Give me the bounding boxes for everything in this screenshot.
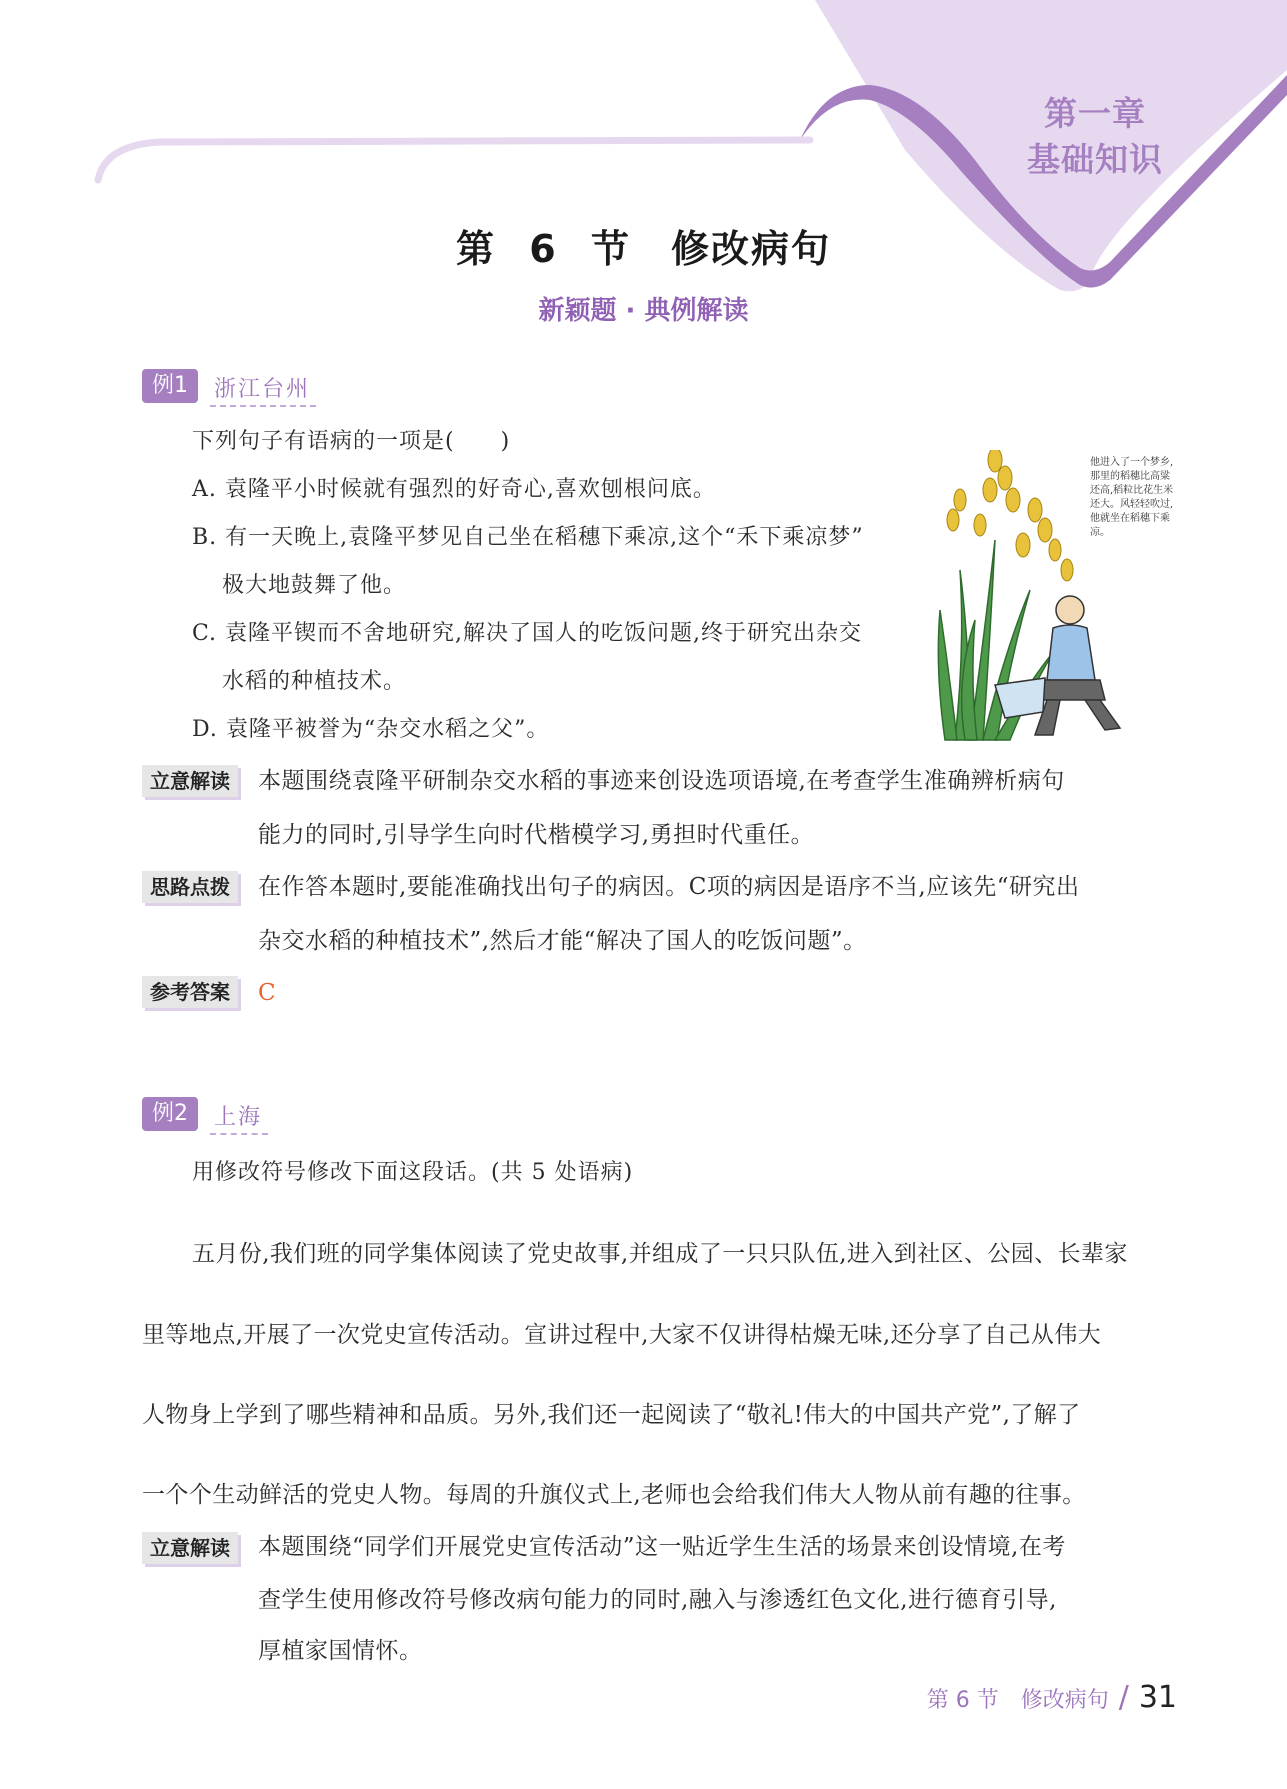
example1-answer-value: C bbox=[258, 980, 276, 1006]
example1-option-d: D. 袁隆平被誉为“杂交水稻之父”。 bbox=[192, 717, 550, 742]
footer-divider: / bbox=[1118, 1680, 1129, 1715]
illustration-caption: 他进入了一个梦乡,那里的稻穗比高粱还高,稻粒比花生米还大。风轻轻吹过,他就坐在稻穗下乘凉。 bbox=[1090, 457, 1174, 538]
example2-instruction: 用修改符号修改下面这段话。(共 5 处语病) bbox=[192, 1160, 634, 1185]
example1-hint-line1: 在作答本题时,要能准确找出句子的病因。C项的病因是语序不当,应该先“研究出 bbox=[258, 874, 1080, 900]
example2-intent-label: 立意解读 bbox=[142, 1532, 238, 1564]
page-number: 31 bbox=[1138, 1680, 1177, 1715]
example2-passage-line4: 一个个生动鲜活的党史人物。每周的升旗仪式上,老师也会给我们伟大人物从前有趣的往事。 bbox=[142, 1482, 1086, 1508]
example1-intent-line1: 本题围绕袁隆平研制杂交水稻的事迹来创设选项语境,在考查学生准确辨析病句 bbox=[258, 768, 1065, 794]
example2-passage-line3: 人物身上学到了哪些精神和品质。另外,我们还一起阅读了“敬礼!伟大的中国共产党”,了解了 bbox=[142, 1402, 1081, 1428]
chapter-label-line1: 第一章 bbox=[1044, 94, 1146, 133]
example1-badge: 例1 bbox=[142, 369, 198, 403]
example1-intent-line2: 能力的同时,引导学生向时代楷模学习,勇担时代重任。 bbox=[258, 822, 815, 848]
footer-section: 第 6 节 修改病句 bbox=[926, 1688, 1109, 1713]
example2-badge: 例2 bbox=[142, 1097, 198, 1131]
section-title: 第 6 节 修改病句 bbox=[456, 227, 831, 271]
example1-option-b-line1: B. 有一天晚上,袁隆平梦见自己坐在稻穗下乘凉,这个“禾下乘凉梦” bbox=[192, 525, 864, 550]
example2-passage-line2: 里等地点,开展了一次党史宣传活动。宣讲过程中,大家不仅讲得枯燥无味,还分享了自己从伟大 bbox=[142, 1322, 1102, 1348]
example1-option-c-line2: 水稻的种植技术。 bbox=[222, 669, 407, 694]
example1-option-c-line1: C. 袁隆平锲而不舍地研究,解决了国人的吃饭问题,终于研究出杂交 bbox=[192, 621, 863, 646]
example1-hint-line2: 杂交水稻的种植技术”,然后才能“解决了国人的吃饭问题”。 bbox=[258, 928, 867, 954]
example1-source: 浙江台州 bbox=[210, 372, 316, 407]
example1-question: 下列句子有语病的一项是( ) bbox=[192, 429, 511, 454]
example2-source: 上海 bbox=[210, 1100, 268, 1135]
example1-option-b-line2: 极大地鼓舞了他。 bbox=[222, 573, 407, 598]
example1-answer-label: 参考答案 bbox=[142, 976, 238, 1008]
example2-intent-line1: 本题围绕“同学们开展党史宣传活动”这一贴近学生生活的场景来创设情境,在考 bbox=[258, 1534, 1066, 1560]
example2-intent-line2: 查学生使用修改符号修改病句能力的同时,融入与渗透红色文化,进行德育引导, bbox=[258, 1587, 1057, 1613]
example1-intent-label: 立意解读 bbox=[142, 765, 238, 797]
example1-option-a: A. 袁隆平小时候就有强烈的好奇心,喜欢刨根问底。 bbox=[192, 477, 716, 502]
example2-passage-line1: 五月份,我们班的同学集体阅读了党史故事,并组成了一只只队伍,进入到社区、公园、长辈家 bbox=[192, 1241, 1128, 1267]
subheading: 新颖题 · 典例解读 bbox=[538, 296, 749, 326]
example1-hint-label: 思路点拨 bbox=[142, 871, 238, 903]
chapter-label-line2: 基础知识 bbox=[1027, 140, 1163, 179]
page-footer bbox=[927, 1680, 1177, 1715]
example2-intent-line3: 厚植家国情怀。 bbox=[258, 1638, 423, 1664]
